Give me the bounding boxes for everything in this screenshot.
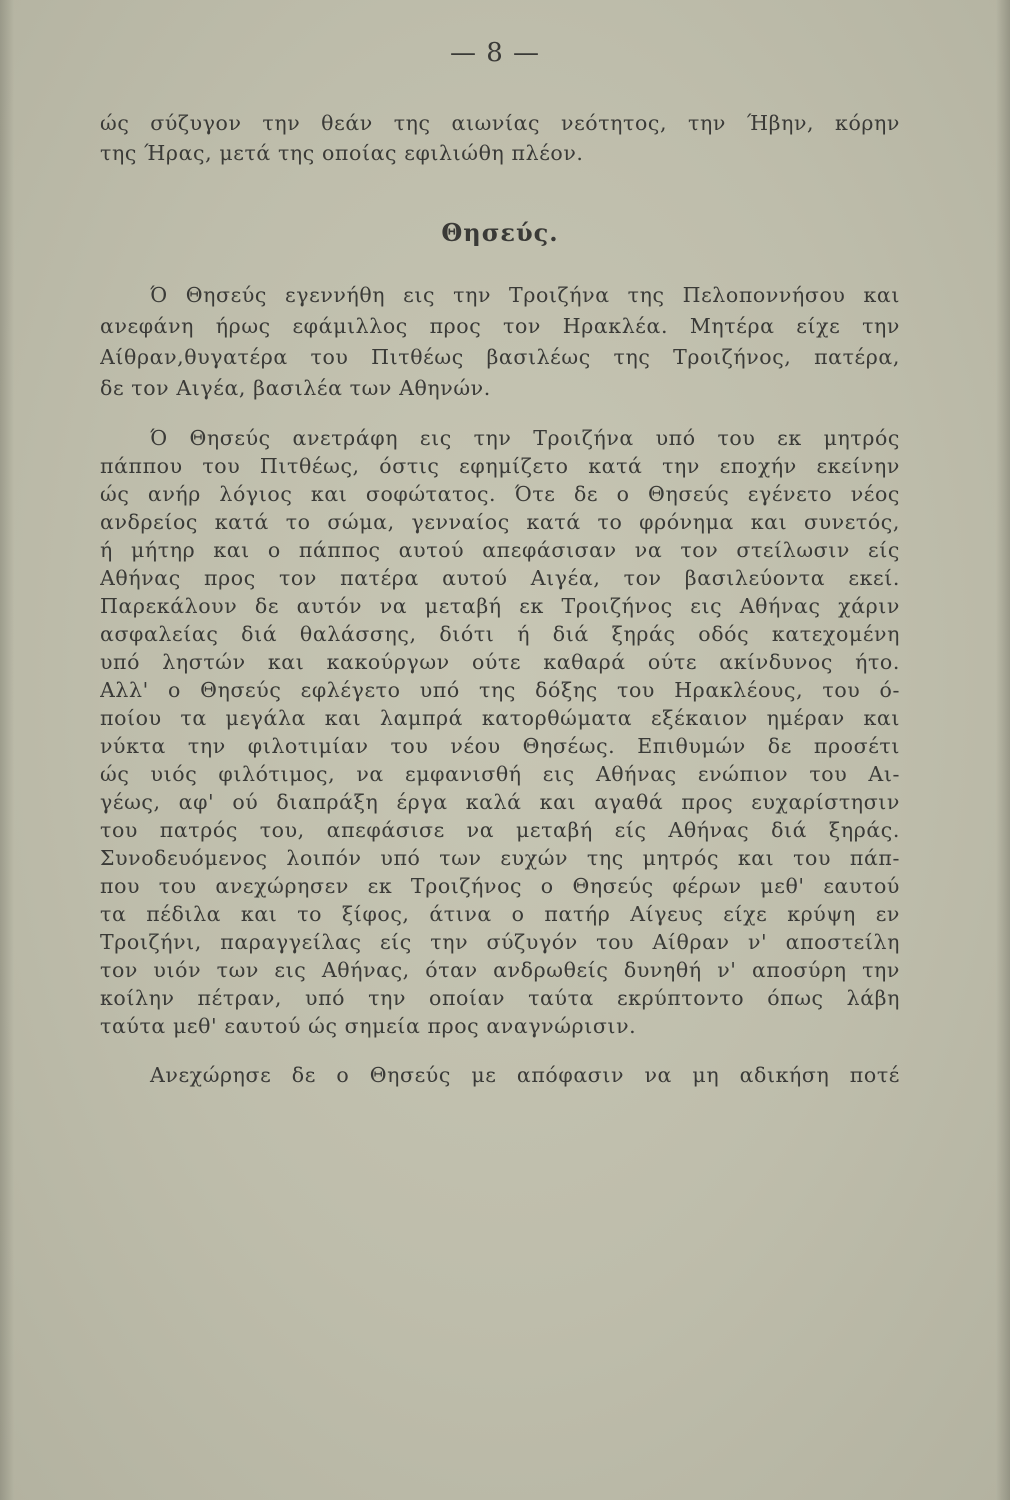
page-content <box>100 108 900 1090</box>
text-line: ώς υιός φιλότιμος, να εμφανισθή εις Αθήνας ενώπιον του Αι- <box>100 762 900 786</box>
text-line: ώς σύζυγον την θεάν της αιωνίας νεότητος, την Ήβην, κόρην <box>100 111 900 135</box>
text-line: κοίλην πέτραν, υπό την οποίαν ταύτα εκρύπτοντο όπως λάβη <box>100 986 900 1010</box>
text-line: Αλλ' ο Θησεύς εφλέγετο υπό της δόξης του Ηρακλέους, του ό- <box>100 678 900 702</box>
text-line: Αθήνας προς τον πατέρα αυτού Αιγέα, τον βασιλεύοντα εκεί. <box>100 566 900 590</box>
text-line: Ό Θησεύς εγεννήθη εις την Τροιζήνα της Πελοποννήσου και <box>150 283 900 307</box>
paragraph <box>100 1060 900 1090</box>
paragraph <box>100 280 900 404</box>
text-line: ανδρείος κατά το σώμα, γενναίος κατά το φρόνημα και συνετός, <box>100 510 900 534</box>
text-line: ποίου τα μεγάλα και λαμπρά κατορθώματα εξέκαιον ημέραν και <box>100 706 900 730</box>
text-line: ή μήτηρ και ο πάππος αυτού απεφάσισαν να τον στείλωσιν είς <box>100 538 900 562</box>
text-line: ταύτα μεθ' εαυτού ώς σημεία προς αναγνώρισιν. <box>100 1014 637 1038</box>
text-line: Αίθραν,θυγατέρα του Πιτθέως βασιλέως της Τροιζήνος, πατέρα, <box>100 345 900 369</box>
left-edge-shadow <box>0 0 14 1500</box>
intro-paragraph <box>100 108 900 168</box>
text-line: ανεφάνη ήρως εφάμιλλος προς τον Ηρακλέα. Μητέρα είχε την <box>100 314 900 338</box>
text-line: που του ανεχώρησεν εκ Τροιζήνος ο Θησεύς φέρων μεθ' εαυτού <box>100 874 900 898</box>
text-line: πάππου του Πιτθέως, όστις εφημίζετο κατά την εποχήν εκείνην <box>100 454 900 478</box>
text-line: Παρεκάλουν δε αυτόν να μεταβή εκ Τροιζήνος εις Αθήνας χάριν <box>100 594 900 618</box>
right-edge-shadow <box>996 0 1010 1500</box>
text-line: δε τον Αιγέα, βασιλέα των Αθηνών. <box>100 376 491 400</box>
section-heading: Θησεύς. <box>441 218 559 247</box>
text-line: Ό Θησεύς ανετράφη εις την Τροιζήνα υπό του εκ μητρός <box>150 426 900 450</box>
text-line: τα πέδιλα και το ξίφος, άτινα ο πατήρ Αίγευς είχε κρύψη εν <box>100 902 900 926</box>
text-line: Τροιζήνι, παραγγείλας είς την σύζυγόν του Αίθραν ν' αποστείλη <box>100 930 900 954</box>
text-line: ασφαλείας διά θαλάσσης, διότι ή διά ξηράς οδός κατεχομένη <box>100 622 900 646</box>
text-line: τον υιόν των εις Αθήνας, όταν ανδρωθείς δυνηθή ν' αποσύρη την <box>100 958 900 982</box>
text-line: της Ήρας, μετά της οποίας εφιλιώθη πλέον. <box>100 141 584 165</box>
page-number: — 8 — <box>449 38 541 68</box>
text-line: του πατρός του, απεφάσισε να μεταβή είς Αθήνας διά ξηράς. <box>100 818 900 842</box>
text-line: υπό ληστών και κακούργων ούτε καθαρά ούτε ακίνδυνος ήτο. <box>100 650 900 674</box>
text-line: γέως, αφ' ού διαπράξη έργα καλά και αγαθά προς ευχαρίστησιν <box>100 790 900 814</box>
text-line: νύκτα την φιλοτιμίαν του νέου Θησέως. Επιθυμών δε προσέτι <box>100 734 900 758</box>
text-line: ώς ανήρ λόγιος και σοφώτατος. Ότε δε ο Θησεύς εγένετο νέος <box>100 482 900 506</box>
text-line: Ανεχώρησε δε ο Θησεύς με απόφασιν να μη αδικήση ποτέ <box>150 1063 900 1087</box>
text-line: Συνοδευόμενος λοιπόν υπό των ευχών της μητρός και του πάπ- <box>100 846 900 870</box>
paragraph <box>100 424 900 1040</box>
